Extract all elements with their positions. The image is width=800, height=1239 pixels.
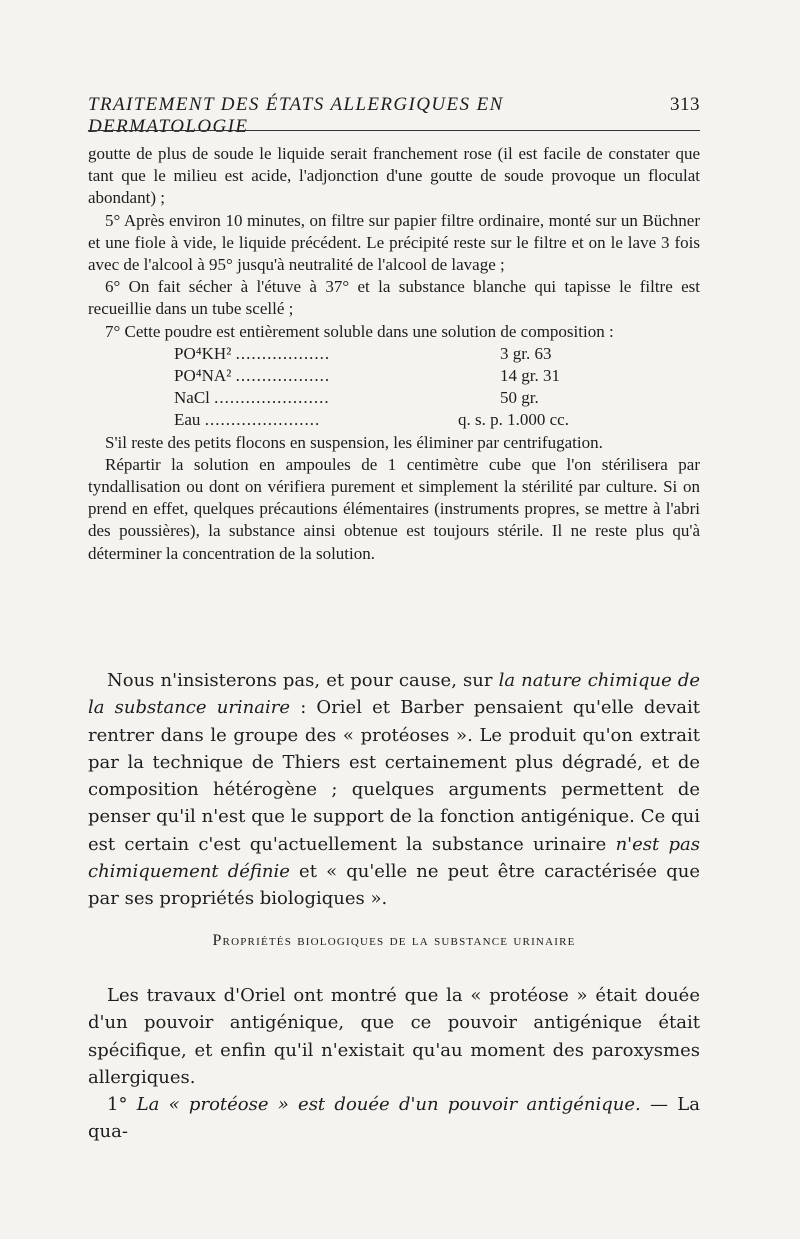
body-text: [88, 667, 700, 913]
ingredient-quantity: 14 gr. 31: [500, 366, 560, 386]
paragraph: 6° On fait sécher à l'étuve à 37° et la substance blanche qui tapisse le filtre est recueillie dans un tube scellé ;: [88, 277, 700, 319]
leader-dots: ..................: [235, 366, 331, 386]
leader-dots: ......................: [204, 410, 321, 430]
italic-run: la nature chimique de la substance urinaire: [88, 670, 700, 719]
ingredient-quantity: 50 gr.: [500, 388, 539, 408]
composition-row: [174, 387, 620, 409]
italic-run: n'est pas chimiquement définie: [88, 833, 700, 883]
paragraph: Les travaux d'Oriel ont montré que la « protéose » était douée d'un pouvoir antigénique, que ce pouvoir antigénique était spécifique, et enfin qu'il n'existait qu'au moment des paroxysmes allergiques.: [88, 985, 700, 1088]
paragraph: [88, 667, 700, 913]
composition-table: [174, 343, 620, 432]
header-rule: [88, 130, 700, 131]
composition-row: [174, 343, 620, 365]
ingredient-name: PO⁴KH²: [174, 343, 232, 363]
ingredient-name: NaCl: [174, 388, 210, 408]
section-heading: Propriétés biologiques de la substance urinaire: [212, 932, 576, 949]
ingredient-quantity: q. s. p. 1.000 cc.: [458, 410, 569, 430]
ingredient-name: Eau: [174, 410, 201, 430]
text-run: et « qu'elle ne peut être caractérisée que par ses propriétés biologiques ».: [88, 861, 700, 910]
paragraph: [88, 1091, 700, 1146]
paragraph: S'il reste des petits flocons en suspension, les éliminer par centrifugation.: [105, 432, 603, 452]
running-title: TRAITEMENT DES ÉTATS ALLERGIQUES EN DERMATOLOGIE: [88, 94, 504, 137]
leader-dots: ..................: [235, 343, 331, 363]
text-run: — La qua-: [88, 1094, 700, 1143]
paragraph: Répartir la solution en ampoules de 1 centimètre cube que l'on stérilisera par tyndallisation ou dont on vérifiera purement et simplement la stérilité par culture. Si on prend en effet, quelques précautions élémentaires (instruments propres, se mettre à l'abri des poussières), la substance ainsi obtenue est toujours stérile. Il ne reste plus qu'à déterminer la concentration de la solution.: [88, 454, 700, 563]
text-run: 1°: [107, 1094, 137, 1116]
running-header: [88, 94, 700, 138]
page-number: 313: [670, 94, 700, 115]
composition-row: [174, 365, 620, 387]
protocol-text: [88, 143, 700, 565]
leader-dots: ......................: [214, 388, 330, 408]
composition-row: [174, 409, 620, 431]
paragraph: 5° Après environ 10 minutes, on filtre sur papier filtre ordinaire, monté sur un Büchner et une fiole à vide, le liquide précédent. Le précipité reste sur le filtre et on le lave 3 fois avec de l'alcool à 95° jusqu'à neutralité de l'alcool de lavage ;: [88, 210, 700, 275]
body-text: [88, 982, 700, 1146]
ingredient-name: PO⁴NA²: [174, 366, 232, 386]
paragraph: 7° Cette poudre est entièrement soluble dans une solution de composition :: [105, 321, 614, 341]
italic-run: La « protéose » est douée d'un pouvoir antigénique.: [136, 1094, 641, 1116]
paragraph: goutte de plus de soude le liquide serait franchement rose (il est facile de constater que tant que le milieu est acide, l'adjonction d'une goutte de soude provoque un floculat abondant) ;: [88, 144, 700, 208]
ingredient-quantity: 3 gr. 63: [500, 343, 552, 363]
text-run: Nous n'insisterons pas, et pour cause, sur: [107, 670, 499, 691]
text-run: : Oriel et Barber pensaient qu'elle devait rentrer dans le groupe des « protéoses ». Le produit qu'on extrait par la technique de Thiers est certainement plus dégradé, et de composition hétérogène ; quelques arguments permettent de penser qu'il n'est que le support de la fonction antigénique. Ce qui est certain c'est qu'actuellement la substance urinaire: [88, 697, 700, 855]
